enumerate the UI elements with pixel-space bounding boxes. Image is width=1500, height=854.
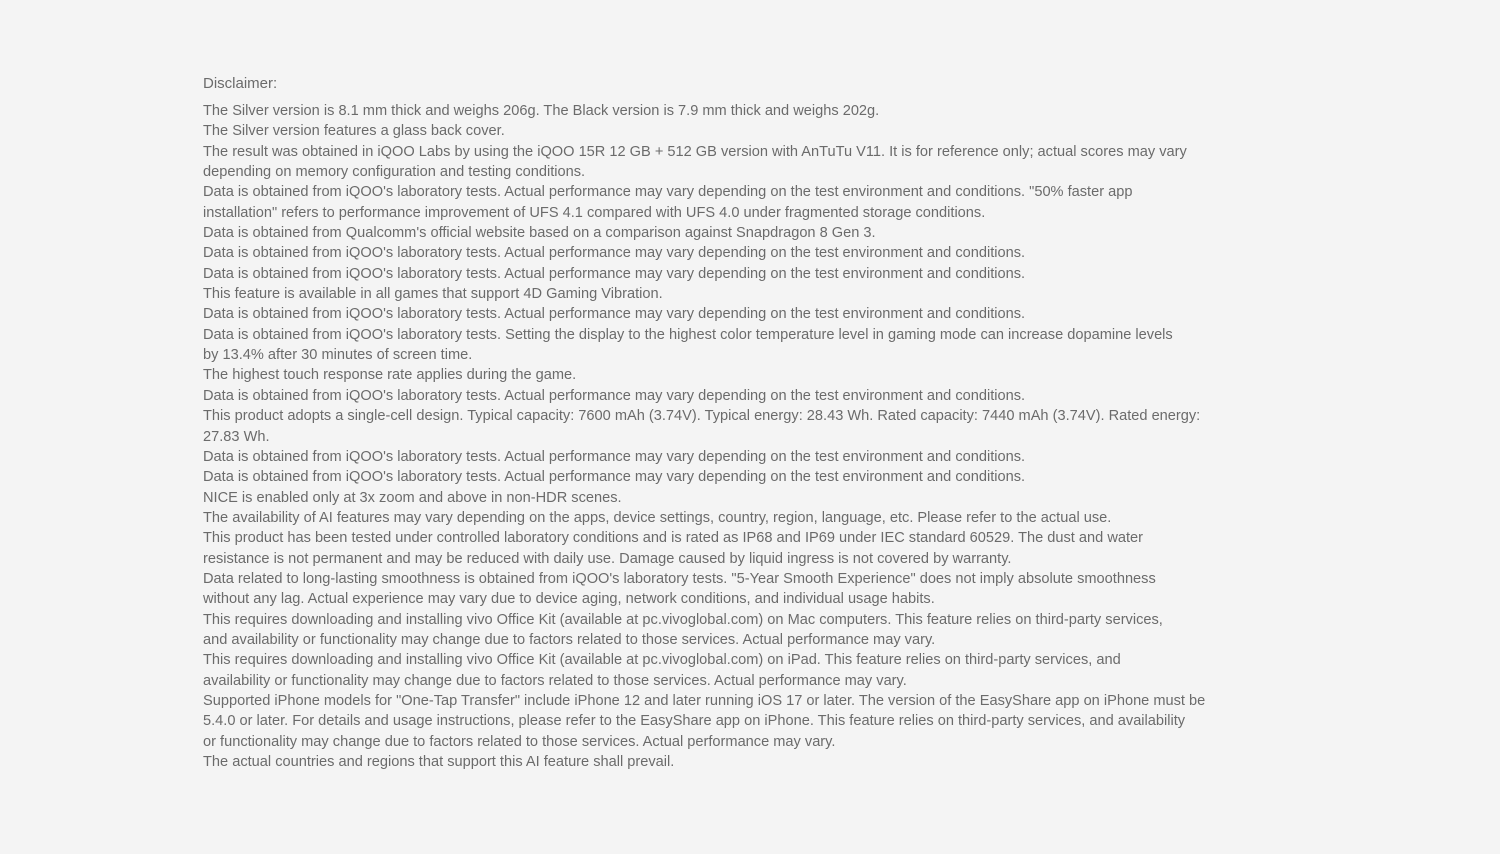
disclaimer-note-line: Supported iPhone models for "One-Tap Transfer" include iPhone 12 and later running iOS 17 or later. The version of the EasyShare app on iPhone must be bbox=[203, 692, 1206, 709]
disclaimer-note-line: availability or functionality may change due to factors related to those services. Actual performance may vary. bbox=[203, 672, 907, 689]
disclaimer-note-line: 27.83 Wh. bbox=[203, 428, 270, 445]
disclaimer-note-line: This requires downloading and installing vivo Office Kit (available at pc.vivoglobal.com) on Mac computers. This feature relies on third-party services, bbox=[203, 611, 1163, 628]
disclaimer-note-line: 5.4.0 or later. For details and usage instructions, please refer to the EasyShare app on iPhone. This feature relies on third-party services, and availability bbox=[203, 713, 1186, 730]
disclaimer-note-line: The result was obtained in iQOO Labs by using the iQOO 15R 12 GB + 512 GB version with AnTuTu V11. It is for reference only; actual scores may vary bbox=[203, 143, 1187, 160]
disclaimer-note-line: without any lag. Actual experience may vary due to device aging, network conditions, and individual usage habits. bbox=[203, 591, 935, 608]
disclaimer-note bbox=[203, 304, 1303, 324]
disclaimer-note bbox=[203, 101, 1303, 121]
disclaimer-note-line: The actual countries and regions that support this AI feature shall prevail. bbox=[203, 754, 675, 770]
disclaimer-note-line: This product has been tested under controlled laboratory conditions and is rated as IP68 and IP69 under IEC standard 60529. The dust and water bbox=[203, 530, 1144, 547]
disclaimer-note-line: The Silver version is 8.1 mm thick and weighs 206g. The Black version is 7.9 mm thick and weighs 202g. bbox=[203, 103, 880, 119]
disclaimer-note-line: depending on memory configuration and testing conditions. bbox=[203, 164, 586, 181]
disclaimer-note bbox=[203, 691, 1303, 752]
disclaimer-note-line: resistance is not permanent and may be reduced with daily use. Damage caused by liquid ingress is not covered by warranty. bbox=[203, 550, 1012, 567]
disclaimer-note-line: Data related to long-lasting smoothness is obtained from iQOO's laboratory tests. "5-Year Smooth Experience" does not imply absolute smoothness bbox=[203, 570, 1156, 587]
disclaimer-note bbox=[203, 264, 1303, 284]
disclaimer-note bbox=[203, 365, 1303, 385]
disclaimer-note bbox=[203, 752, 1303, 772]
disclaimer-note bbox=[203, 508, 1303, 528]
disclaimer-note bbox=[203, 121, 1303, 141]
disclaimer-note-line: Data is obtained from iQOO's laboratory tests. Setting the display to the highest color temperature level in gaming mode can increase dopamine levels bbox=[203, 326, 1173, 343]
disclaimer-note bbox=[203, 488, 1303, 508]
disclaimer-note bbox=[203, 569, 1303, 610]
disclaimer-note bbox=[203, 610, 1303, 651]
disclaimer-note bbox=[203, 467, 1303, 487]
disclaimer-note bbox=[203, 528, 1303, 569]
disclaimer-note-line: or functionality may change due to factors related to those services. Actual performance may vary. bbox=[203, 733, 836, 750]
disclaimer-note-line: Data is obtained from iQOO's laboratory tests. Actual performance may vary depending on the test environment and conditions. bbox=[203, 387, 1026, 404]
disclaimer-note-line: Data is obtained from iQOO's laboratory tests. Actual performance may vary depending on the test environment and conditions. bbox=[203, 448, 1026, 465]
disclaimer-note-line: Data is obtained from Qualcomm's official website based on a comparison against Snapdragon 8 Gen 3. bbox=[203, 225, 876, 242]
disclaimer-note bbox=[203, 447, 1303, 467]
disclaimer-note-line: The highest touch response rate applies during the game. bbox=[203, 367, 577, 384]
disclaimer-note-line: Data is obtained from iQOO's laboratory tests. Actual performance may vary depending on the test environment and conditions. bbox=[203, 245, 1026, 262]
disclaimer-title: Disclaimer: bbox=[203, 75, 278, 92]
disclaimer-note bbox=[203, 325, 1303, 366]
disclaimer-note-line: Data is obtained from iQOO's laboratory tests. Actual performance may vary depending on the test environment and conditions. "50% faster app bbox=[203, 184, 1133, 201]
disclaimer-note-line: installation" refers to performance improvement of UFS 4.1 compared with UFS 4.0 under fragmented storage conditions. bbox=[203, 204, 986, 221]
disclaimer-list bbox=[203, 101, 1303, 772]
disclaimer-note bbox=[203, 243, 1303, 263]
disclaimer-note-line: Data is obtained from iQOO's laboratory tests. Actual performance may vary depending on the test environment and conditions. bbox=[203, 265, 1026, 282]
disclaimer-note-line: NICE is enabled only at 3x zoom and above in non-HDR scenes. bbox=[203, 489, 622, 506]
disclaimer-note-line: and availability or functionality may change due to factors related to those services. Actual performance may vary. bbox=[203, 631, 936, 648]
disclaimer-note-line: This feature is available in all games that support 4D Gaming Vibration. bbox=[203, 286, 663, 303]
disclaimer-note-line: The Silver version features a glass back cover. bbox=[203, 123, 505, 140]
disclaimer-section bbox=[203, 74, 1303, 772]
disclaimer-note bbox=[203, 284, 1303, 304]
disclaimer-note bbox=[203, 182, 1303, 223]
disclaimer-note bbox=[203, 386, 1303, 406]
disclaimer-note-line: This product adopts a single-cell design. Typical capacity: 7600 mAh (3.74V). Typical energy: 28.43 Wh. Rated capacity: 7440 mAh (3.74V). Rated energy: bbox=[203, 408, 1201, 425]
disclaimer-note-line: Data is obtained from iQOO's laboratory tests. Actual performance may vary depending on the test environment and conditions. bbox=[203, 469, 1026, 486]
disclaimer-note-line: by 13.4% after 30 minutes of screen time. bbox=[203, 347, 473, 364]
disclaimer-note bbox=[203, 406, 1303, 447]
disclaimer-note bbox=[203, 650, 1303, 691]
disclaimer-note bbox=[203, 142, 1303, 183]
disclaimer-note bbox=[203, 223, 1303, 243]
disclaimer-note-line: The availability of AI features may vary depending on the apps, device settings, country, region, language, etc. Please refer to the actual use. bbox=[203, 509, 1112, 526]
disclaimer-note-line: This requires downloading and installing vivo Office Kit (available at pc.vivoglobal.com) on iPad. This feature relies on third-party services, and bbox=[203, 652, 1121, 669]
disclaimer-note-line: Data is obtained from iQOO's laboratory tests. Actual performance may vary depending on the test environment and conditions. bbox=[203, 306, 1026, 323]
